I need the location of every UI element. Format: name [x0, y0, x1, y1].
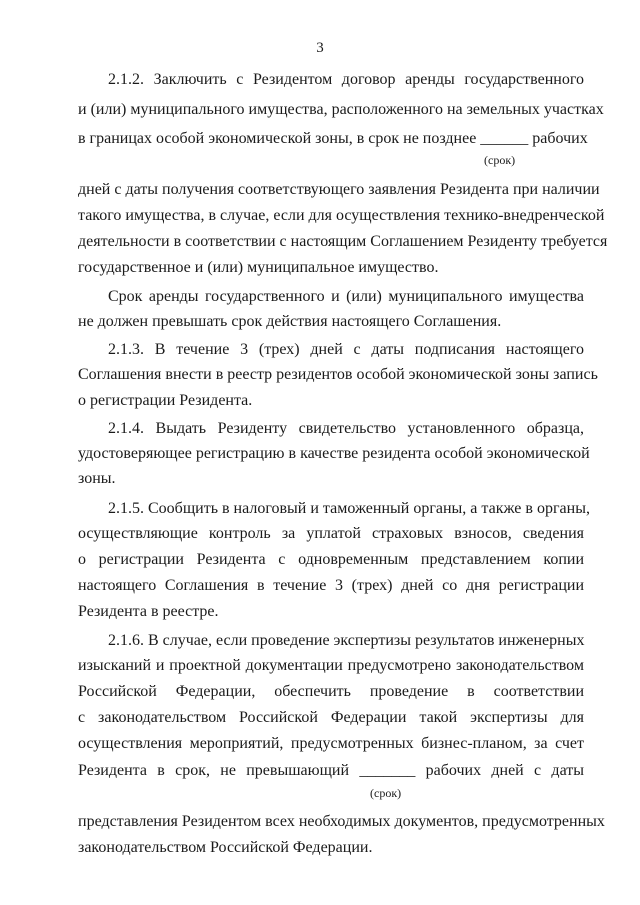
- text-line: представления Резидентом всех необходимых документов, предусмотренных: [78, 813, 605, 830]
- text-line: 2.1.5. Сообщить в налоговый и таможенный органы, а также в органы,: [108, 500, 590, 517]
- text-line: государственное и (или) муниципальное имущество.: [78, 259, 439, 276]
- text-line: Срок аренды государственного и (или) муниципального имущества: [108, 288, 584, 305]
- text-line: законодательством Российской Федерации.: [78, 839, 373, 856]
- text-line: 2.1.2. Заключить с Резидентом договор аренды государственного: [108, 71, 584, 88]
- text-line: деятельности в соответствии с настоящим Соглашением Резиденту требуется: [78, 233, 608, 250]
- text-line: в границах особой экономической зоны, в срок не позднее ______ рабочих: [78, 130, 588, 147]
- text-line: Соглашения внести в реестр резидентов особой экономической зоны запись: [78, 366, 598, 383]
- blank-label-term: (срок): [484, 153, 516, 167]
- text-line: Резидента в срок, не превышающий _______ рабочих дней с даты: [78, 762, 584, 779]
- text-line: Резидента в реестре.: [78, 603, 219, 620]
- text-line: дней с даты получения соответствующего заявления Резидента при наличии: [78, 181, 600, 198]
- text-line: о регистрации Резидента с одновременным представлением копии: [78, 551, 584, 568]
- text-line: Российской Федерации, обеспечить проведение в соответствии: [78, 683, 584, 700]
- text-line: изысканий и проектной документации предусмотрено законодательством: [78, 657, 584, 674]
- text-line: 2.1.4. Выдать Резиденту свидетельство установленного образца,: [108, 420, 584, 437]
- text-line: такого имущества, в случае, если для осуществления технико-внедренческой: [78, 207, 605, 224]
- text-line: 2.1.6. В случае, если проведение экспертизы результатов инженерных: [108, 632, 585, 649]
- text-line: осуществления мероприятий, предусмотренных бизнес-планом, за счет: [78, 735, 584, 752]
- text-line: и (или) муниципального имущества, расположенного на земельных участках: [78, 101, 604, 118]
- text-line: удостоверяющее регистрацию в качестве резидента особой экономической: [78, 445, 590, 462]
- page-number: 3: [316, 40, 324, 56]
- text-line: 2.1.3. В течение 3 (трех) дней с даты подписания настоящего: [108, 341, 584, 358]
- blank-label-term: (срок): [370, 786, 402, 800]
- text-line: не должен превышать срок действия настоящего Соглашения.: [78, 313, 502, 330]
- text-line: осуществляющие контроль за уплатой страховых взносов, сведения: [78, 525, 584, 542]
- text-line: настоящего Соглашения в течение 3 (трех) дней со дня регистрации: [78, 577, 584, 594]
- text-line: о регистрации Резидента.: [78, 392, 253, 409]
- text-line: зоны.: [78, 470, 116, 487]
- text-line: с законодательством Российской Федерации такой экспертизы для: [78, 709, 584, 726]
